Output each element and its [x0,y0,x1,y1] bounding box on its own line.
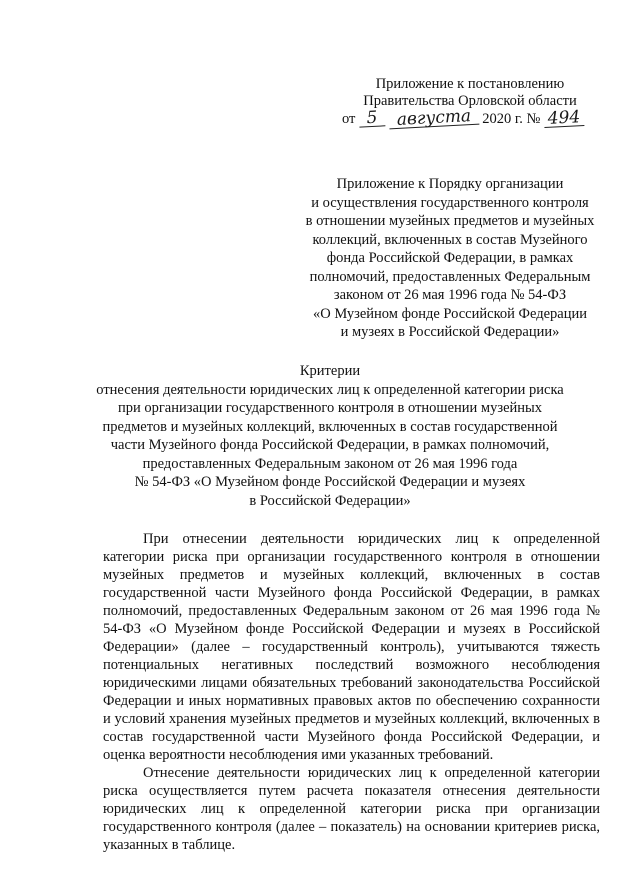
date-prefix: от [342,111,356,127]
resolution-appendix-line-2: Правительства Орловской области [363,93,577,109]
criteria-subtitle-line: отнесения деятельности юридических лиц к определенной категории риска [96,381,564,398]
criteria-subtitle-line: № 54-ФЗ «О Музейном фонде Российской Федерации и музеях [134,474,526,490]
body-paragraph-2: Отнесение деятельности юридических лиц к определенной категории риска осуществляется путем расчета показателя отнесения деятельности юридических лиц к определенной категории риска при организации государственного контроля (далее – показатель) на основании критериев риска, указанных в таблице. [103,765,600,853]
resolution-appendix-header [330,76,610,128]
order-appendix-header [290,175,610,342]
order-appendix-line: законом от 26 мая 1996 года № 54-ФЗ [333,287,567,303]
order-appendix-line: и музеях в Российской Федерации» [340,324,560,340]
handwritten-month: августа [388,108,479,130]
criteria-subtitle-line: предоставленных Федеральным законом от 26 мая 1996 года [142,455,518,472]
order-appendix-line: коллекций, включенных в состав Музейного [312,231,588,248]
criteria-title: Критерии [299,363,361,379]
order-appendix-line: фонда Российской Федерации, в рамках [326,250,574,266]
criteria-subtitle-line: в Российской Федерации» [249,492,411,509]
order-appendix-line: «О Музейном фонде Российской Федерации [313,305,587,322]
resolution-date-line [330,106,610,130]
handwritten-day: 5 [359,109,386,127]
criteria-heading [70,362,590,510]
criteria-subtitle-line: предметов и музейных коллекций, включенных в состав государственной [102,418,558,435]
criteria-subtitle-line: части Музейного фонда Российской Федерации, в рамках полномочий, [110,437,550,453]
date-year: 2020 г. № [482,111,541,127]
order-appendix-line: полномочий, предоставленных Федеральным [309,268,591,285]
document-body [103,530,600,854]
order-appendix-line: и осуществления государственного контроля [311,194,589,211]
order-appendix-line: Приложение к Порядку организации [336,176,564,192]
criteria-subtitle-line: при организации государственного контроля в отношении музейных [117,400,543,416]
handwritten-number: 494 [544,109,585,128]
resolution-appendix-line-1: Приложение к постановлению [375,76,565,92]
body-paragraph-1: При отнесении деятельности юридических лиц к определенной категории риска при организации государственного контроля в отношении музейных предметов и музейных коллекций, включенных в состав государственной части Музейного фонда Российской Федерации, в рамках полномочий, предоставленных Федеральным законом от 26 мая 1996 года № 54-ФЗ «О Музейном фонде Российской Федерации и музеях в Российской Федерации» (далее – государственный контроль), учитываются тяжесть потенциальных негативных последствий возможного несоблюдения юридическими лицами обязательных требований законодательства Российской Федерации и иных нормативных правовых актов по обеспечению сохранности и условий хранения музейных предметов и музейных коллекций, включенных в состав государственной части Музейного фонда Российской Федерации, и оценка вероятности несоблюдения ими указанных требований. [103,531,600,763]
order-appendix-line: в отношении музейных предметов и музейных [305,213,595,229]
